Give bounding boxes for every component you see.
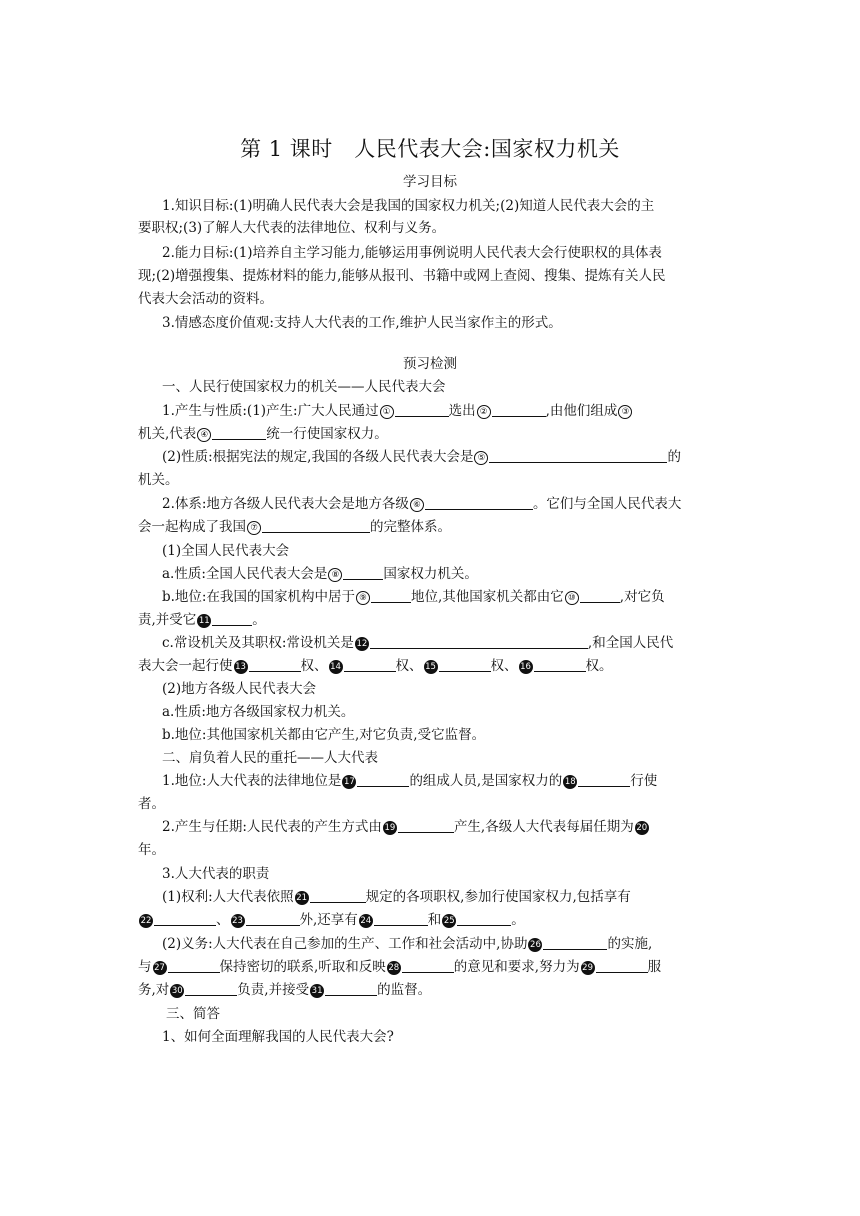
question-line: 机关,代表 ④ 统一行使国家权力。: [138, 426, 388, 442]
question-line: 表大会一起行使 13 权、 14 权、 15 权、 16 权。: [138, 658, 613, 674]
answer-blank[interactable]: [457, 911, 511, 926]
goals-heading: 学习目标: [403, 174, 457, 190]
answer-blank[interactable]: [212, 425, 266, 440]
question-line: 务,对 30 负责,并接受 31 的监督。: [138, 982, 432, 998]
answer-blank[interactable]: [398, 818, 454, 833]
question-line: 1、如何全面理解我国的人民代表大会?: [162, 1029, 394, 1045]
question-line: 1.地位:人大代表的法律地位是 17 的组成人员,是国家权力的 18 行使: [162, 773, 658, 789]
question-line: a.性质:地方各级国家权力机关。: [162, 704, 355, 720]
answer-blank[interactable]: [371, 588, 411, 603]
answer-blank[interactable]: [370, 634, 588, 649]
question-line: 2.体系:地方各级人民代表大会是地方各级 ⑥ 。它们与全国人民代表大: [162, 496, 682, 512]
goal-line: 要职权;(3)了解人大代表的法律地位、权利与义务。: [138, 220, 446, 236]
question-line: 会一起构成了我国 ⑦ 的完整体系。: [138, 519, 451, 535]
answer-blank[interactable]: [580, 588, 620, 603]
question-line: 与 27 保持密切的联系,听取和反映 28 的意见和要求,努力为 29 服: [138, 959, 662, 975]
answer-blank[interactable]: [402, 958, 454, 973]
question-line: 1.产生与性质:(1)产生:广大人民通过 ① 选出 ② ,由他们组成 ③: [162, 401, 762, 421]
section-heading: 一、人民行使国家权力的机关——人民代表大会: [162, 379, 446, 395]
question-line: 2.产生与任期:人民代表的产生方式由 19 产生,各级人大代表每届任期为 20: [162, 819, 648, 835]
answer-blank[interactable]: [395, 402, 449, 417]
answer-blank[interactable]: [246, 911, 300, 926]
answer-blank[interactable]: [344, 657, 396, 672]
question-line: 责,并受它 11 。: [138, 612, 266, 628]
question-line: a.性质:全国人民代表大会是 ⑧ 国家权力机关。: [162, 566, 478, 582]
answer-blank[interactable]: [154, 911, 216, 926]
question-line: 年。: [138, 842, 165, 858]
question-line: (1)全国人民代表大会: [162, 543, 290, 559]
section-heading: 三、简答: [166, 1006, 220, 1022]
answer-blank[interactable]: [325, 981, 377, 996]
question-line: 机关。: [138, 472, 179, 488]
question-line: (1)权利:人大代表依照 21 规定的各项职权,参加行使国家权力,包括享有: [162, 889, 631, 905]
question-line: c.常设机关及其职权:常设机关是 12 ,和全国人民代: [162, 635, 674, 651]
answer-blank[interactable]: [168, 958, 220, 973]
question-line: b.地位:其他国家机关都由它产生,对它负责,受它监督。: [162, 727, 486, 743]
answer-blank[interactable]: [439, 657, 491, 672]
answer-blank[interactable]: [596, 958, 648, 973]
page-title: 第 1 课时 人民代表大会:国家权力机关: [240, 137, 620, 161]
section-heading: 二、肩负着人民的重托——人大代表: [162, 750, 378, 766]
goal-line: 现;(2)增强搜集、提炼材料的能力,能够从报刊、书籍中或网上查阅、搜集、提炼有关人民: [138, 268, 666, 284]
question-line: (2)义务:人大代表在自己参加的生产、工作和社会活动中,协助 26 的实施,: [162, 936, 653, 952]
goal-line: 3.情感态度价值观:支持人大代表的工作,维护人民当家作主的形式。: [162, 315, 562, 331]
goal-line: 代表大会活动的资料。: [138, 291, 273, 307]
answer-blank[interactable]: [489, 448, 667, 463]
answer-blank[interactable]: [262, 518, 370, 533]
answer-blank[interactable]: [543, 935, 607, 950]
answer-blank[interactable]: [578, 772, 630, 787]
answer-blank[interactable]: [357, 772, 409, 787]
answer-blank[interactable]: [374, 911, 428, 926]
answer-blank[interactable]: [425, 495, 533, 510]
question-line: (2)性质:根据宪法的规定,我国的各级人民代表大会是 ⑤ 的: [162, 449, 681, 465]
answer-blank[interactable]: [249, 657, 301, 672]
question-line: (2)地方各级人民代表大会: [162, 681, 317, 697]
answer-blank[interactable]: [212, 611, 252, 626]
goal-line: 2.能力目标:(1)培养自主学习能力,能够运用事例说明人民代表大会行使职权的具体表: [162, 245, 662, 261]
answer-blank[interactable]: [534, 657, 586, 672]
question-line: b.地位:在我国的国家机构中居于 ⑨ 地位,其他国家机关都由它 ⑩ ,对它负: [162, 589, 665, 605]
question-line: 者。: [138, 796, 165, 812]
goal-line: 1.知识目标:(1)明确人民代表大会是我国的国家权力机关;(2)知道人民代表大会的主: [162, 198, 655, 214]
answer-blank[interactable]: [492, 402, 546, 417]
answer-blank[interactable]: [310, 888, 366, 903]
answer-blank[interactable]: [185, 981, 237, 996]
answer-blank[interactable]: [343, 565, 383, 580]
question-line: 3.人大代表的职责: [162, 866, 270, 882]
preview-heading: 预习检测: [403, 356, 457, 372]
question-line: 22 、 23 外,还享有 24 和 25 。: [140, 912, 525, 928]
